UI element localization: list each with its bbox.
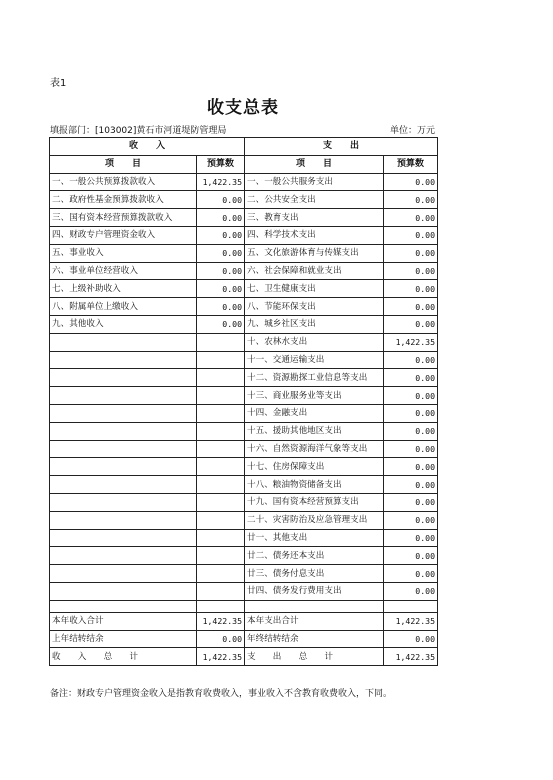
income-item-cell — [50, 404, 197, 422]
reporting-department: 填报部门：[103002]黄石市河道堤防管理局 — [50, 126, 227, 136]
page-label: 表1 — [50, 78, 67, 89]
income-item-cell: 上年结转结余 — [50, 630, 197, 648]
table-row — [50, 262, 438, 280]
income-item-cell — [50, 422, 197, 440]
income-amount-cell — [197, 476, 245, 494]
expense-item-cell: 十四、金融支出 — [245, 404, 384, 422]
income-section-header: 收 入 — [50, 138, 245, 156]
income-amount-cell — [197, 582, 245, 600]
expense-item-cell: 四、科学技术支出 — [245, 226, 384, 244]
income-item-cell — [50, 476, 197, 494]
expense-item-cell: 本年支出合计 — [245, 612, 384, 630]
table-row — [50, 476, 438, 494]
income-item-cell — [50, 333, 197, 351]
expense-item-cell: 七、卫生健康支出 — [245, 280, 384, 298]
expense-amount-cell: 1,422.35 — [384, 612, 438, 630]
income-item-cell — [50, 493, 197, 511]
expense-item-cell: 三、教育支出 — [245, 209, 384, 227]
table-row — [50, 404, 438, 422]
expense-item-cell: 支 出 总 计 — [245, 648, 384, 666]
income-amount-cell: 0.00 — [197, 315, 245, 333]
income-item-cell — [50, 529, 197, 547]
income-amount-cell — [197, 511, 245, 529]
income-amount-cell — [197, 493, 245, 511]
income-amount-cell: 0.00 — [197, 226, 245, 244]
income-item-cell: 八、附属单位上缴收入 — [50, 298, 197, 316]
expense-amount-cell: 0.00 — [384, 387, 438, 405]
income-amount-cell: 0.00 — [197, 209, 245, 227]
expense-item-cell: 九、城乡社区支出 — [245, 315, 384, 333]
expense-item-cell: 十八、粮油物资储备支出 — [245, 476, 384, 494]
expense-amount-cell: 0.00 — [384, 298, 438, 316]
income-item-cell: 九、其他收入 — [50, 315, 197, 333]
table-row — [50, 280, 438, 298]
income-item-cell — [50, 369, 197, 387]
income-item-cell: 五、事业收入 — [50, 244, 197, 262]
empty-cell — [197, 600, 245, 612]
income-amount-cell: 0.00 — [197, 280, 245, 298]
income-amount-cell: 1,422.35 — [197, 648, 245, 666]
table-row — [50, 298, 438, 316]
table-section-header — [50, 138, 438, 156]
income-item-cell — [50, 351, 197, 369]
income-amount-cell: 0.00 — [197, 630, 245, 648]
table-row — [50, 333, 438, 351]
income-amount-cell: 1,422.35 — [197, 612, 245, 630]
income-amount-cell — [197, 351, 245, 369]
table-row — [50, 630, 438, 648]
income-amount-cell — [197, 565, 245, 583]
income-expense-table — [49, 137, 438, 666]
income-amount-cell — [197, 458, 245, 476]
income-item-cell: 四、财政专户管理资金收入 — [50, 226, 197, 244]
income-amount-cell: 0.00 — [197, 191, 245, 209]
income-item-cell: 本年收入合计 — [50, 612, 197, 630]
income-budget-header: 预算数 — [197, 155, 245, 173]
expense-item-cell: 十五、援助其他地区支出 — [245, 422, 384, 440]
expense-amount-cell: 0.00 — [384, 565, 438, 583]
income-amount-cell: 0.00 — [197, 244, 245, 262]
income-amount-cell: 0.00 — [197, 298, 245, 316]
expense-item-cell: 廿二、债务还本支出 — [245, 547, 384, 565]
page-title: 收支总表 — [207, 98, 279, 118]
expense-amount-cell: 0.00 — [384, 369, 438, 387]
expense-item-cell: 年终结转结余 — [245, 630, 384, 648]
expense-amount-cell: 1,422.35 — [384, 333, 438, 351]
table-row — [50, 209, 438, 227]
table-row — [50, 547, 438, 565]
expense-item-cell: 一、一般公共服务支出 — [245, 173, 384, 191]
income-amount-cell — [197, 529, 245, 547]
expense-item-cell: 二十、灾害防治及应急管理支出 — [245, 511, 384, 529]
expense-amount-cell: 0.00 — [384, 458, 438, 476]
expense-amount-cell: 0.00 — [384, 209, 438, 227]
expense-amount-cell: 0.00 — [384, 315, 438, 333]
table-row — [50, 315, 438, 333]
expense-amount-cell: 0.00 — [384, 244, 438, 262]
expense-amount-cell: 0.00 — [384, 262, 438, 280]
expense-item-cell: 六、社会保障和就业支出 — [245, 262, 384, 280]
income-amount-cell — [197, 404, 245, 422]
table-row — [50, 565, 438, 583]
empty-cell — [384, 600, 438, 612]
expense-item-cell: 十三、商业服务业等支出 — [245, 387, 384, 405]
income-amount-cell — [197, 547, 245, 565]
income-item-header: 项 目 — [50, 155, 197, 173]
expense-amount-cell: 0.00 — [384, 493, 438, 511]
footnote: 备注：财政专户管理资金收入是指教育收费收入，事业收入不含教育收费收入，下同。 — [50, 689, 393, 699]
income-item-cell: 二、政府性基金预算拨款收入 — [50, 191, 197, 209]
income-item-cell — [50, 440, 197, 458]
table-row — [50, 369, 438, 387]
income-item-cell: 六、事业单位经营收入 — [50, 262, 197, 280]
table-row — [50, 226, 438, 244]
expense-budget-header: 预算数 — [384, 155, 438, 173]
table-row — [50, 387, 438, 405]
income-item-cell — [50, 458, 197, 476]
expense-amount-cell: 0.00 — [384, 351, 438, 369]
expense-item-cell: 五、文化旅游体育与传媒支出 — [245, 244, 384, 262]
income-amount-cell — [197, 369, 245, 387]
income-amount-cell — [197, 440, 245, 458]
income-amount-cell: 0.00 — [197, 262, 245, 280]
table-row — [50, 440, 438, 458]
expense-amount-cell: 0.00 — [384, 173, 438, 191]
expense-item-cell: 十、农林水支出 — [245, 333, 384, 351]
expense-item-cell: 廿四、债务发行费用支出 — [245, 582, 384, 600]
expense-item-cell: 十六、自然资源海洋气象等支出 — [245, 440, 384, 458]
expense-section-header: 支 出 — [245, 138, 438, 156]
expense-amount-cell: 0.00 — [384, 280, 438, 298]
income-amount-cell — [197, 422, 245, 440]
table-row — [50, 351, 438, 369]
income-item-cell — [50, 565, 197, 583]
expense-item-cell: 十二、资源勘探工业信息等支出 — [245, 369, 384, 387]
table-row — [50, 173, 438, 191]
expense-item-cell: 十九、国有资本经营预算支出 — [245, 493, 384, 511]
expense-item-cell: 二、公共安全支出 — [245, 191, 384, 209]
income-item-cell — [50, 511, 197, 529]
expense-amount-cell: 0.00 — [384, 582, 438, 600]
income-item-cell: 三、国有资本经营预算拨款收入 — [50, 209, 197, 227]
empty-cell — [50, 600, 197, 612]
spacer-row — [50, 600, 438, 612]
income-item-cell — [50, 547, 197, 565]
empty-cell — [245, 600, 384, 612]
expense-amount-cell: 0.00 — [384, 529, 438, 547]
expense-amount-cell: 0.00 — [384, 404, 438, 422]
expense-amount-cell: 1,422.35 — [384, 648, 438, 666]
expense-amount-cell: 0.00 — [384, 547, 438, 565]
income-item-cell: 一、一般公共预算拨款收入 — [50, 173, 197, 191]
expense-item-cell: 十七、住房保障支出 — [245, 458, 384, 476]
expense-amount-cell: 0.00 — [384, 476, 438, 494]
income-item-cell: 收 入 总 计 — [50, 648, 197, 666]
table-row — [50, 529, 438, 547]
table-row — [50, 458, 438, 476]
expense-amount-cell: 0.00 — [384, 422, 438, 440]
expense-amount-cell: 0.00 — [384, 511, 438, 529]
income-amount-cell — [197, 333, 245, 351]
table-row — [50, 511, 438, 529]
expense-item-cell: 十一、交通运输支出 — [245, 351, 384, 369]
expense-amount-cell: 0.00 — [384, 191, 438, 209]
income-item-cell — [50, 582, 197, 600]
expense-amount-cell: 0.00 — [384, 226, 438, 244]
income-item-cell: 七、上级补助收入 — [50, 280, 197, 298]
currency-unit: 单位：万元 — [390, 126, 436, 136]
expense-item-header: 项 目 — [245, 155, 384, 173]
income-amount-cell: 1,422.35 — [197, 173, 245, 191]
expense-item-cell: 廿三、债务付息支出 — [245, 565, 384, 583]
expense-item-cell: 廿一、其他支出 — [245, 529, 384, 547]
table-row — [50, 493, 438, 511]
table-row — [50, 648, 438, 666]
table-row — [50, 612, 438, 630]
income-amount-cell — [197, 387, 245, 405]
expense-amount-cell: 0.00 — [384, 630, 438, 648]
table-column-header — [50, 155, 438, 173]
table-row — [50, 582, 438, 600]
income-item-cell — [50, 387, 197, 405]
table-row — [50, 191, 438, 209]
expense-item-cell: 八、节能环保支出 — [245, 298, 384, 316]
table-row — [50, 244, 438, 262]
table-row — [50, 422, 438, 440]
expense-amount-cell: 0.00 — [384, 440, 438, 458]
